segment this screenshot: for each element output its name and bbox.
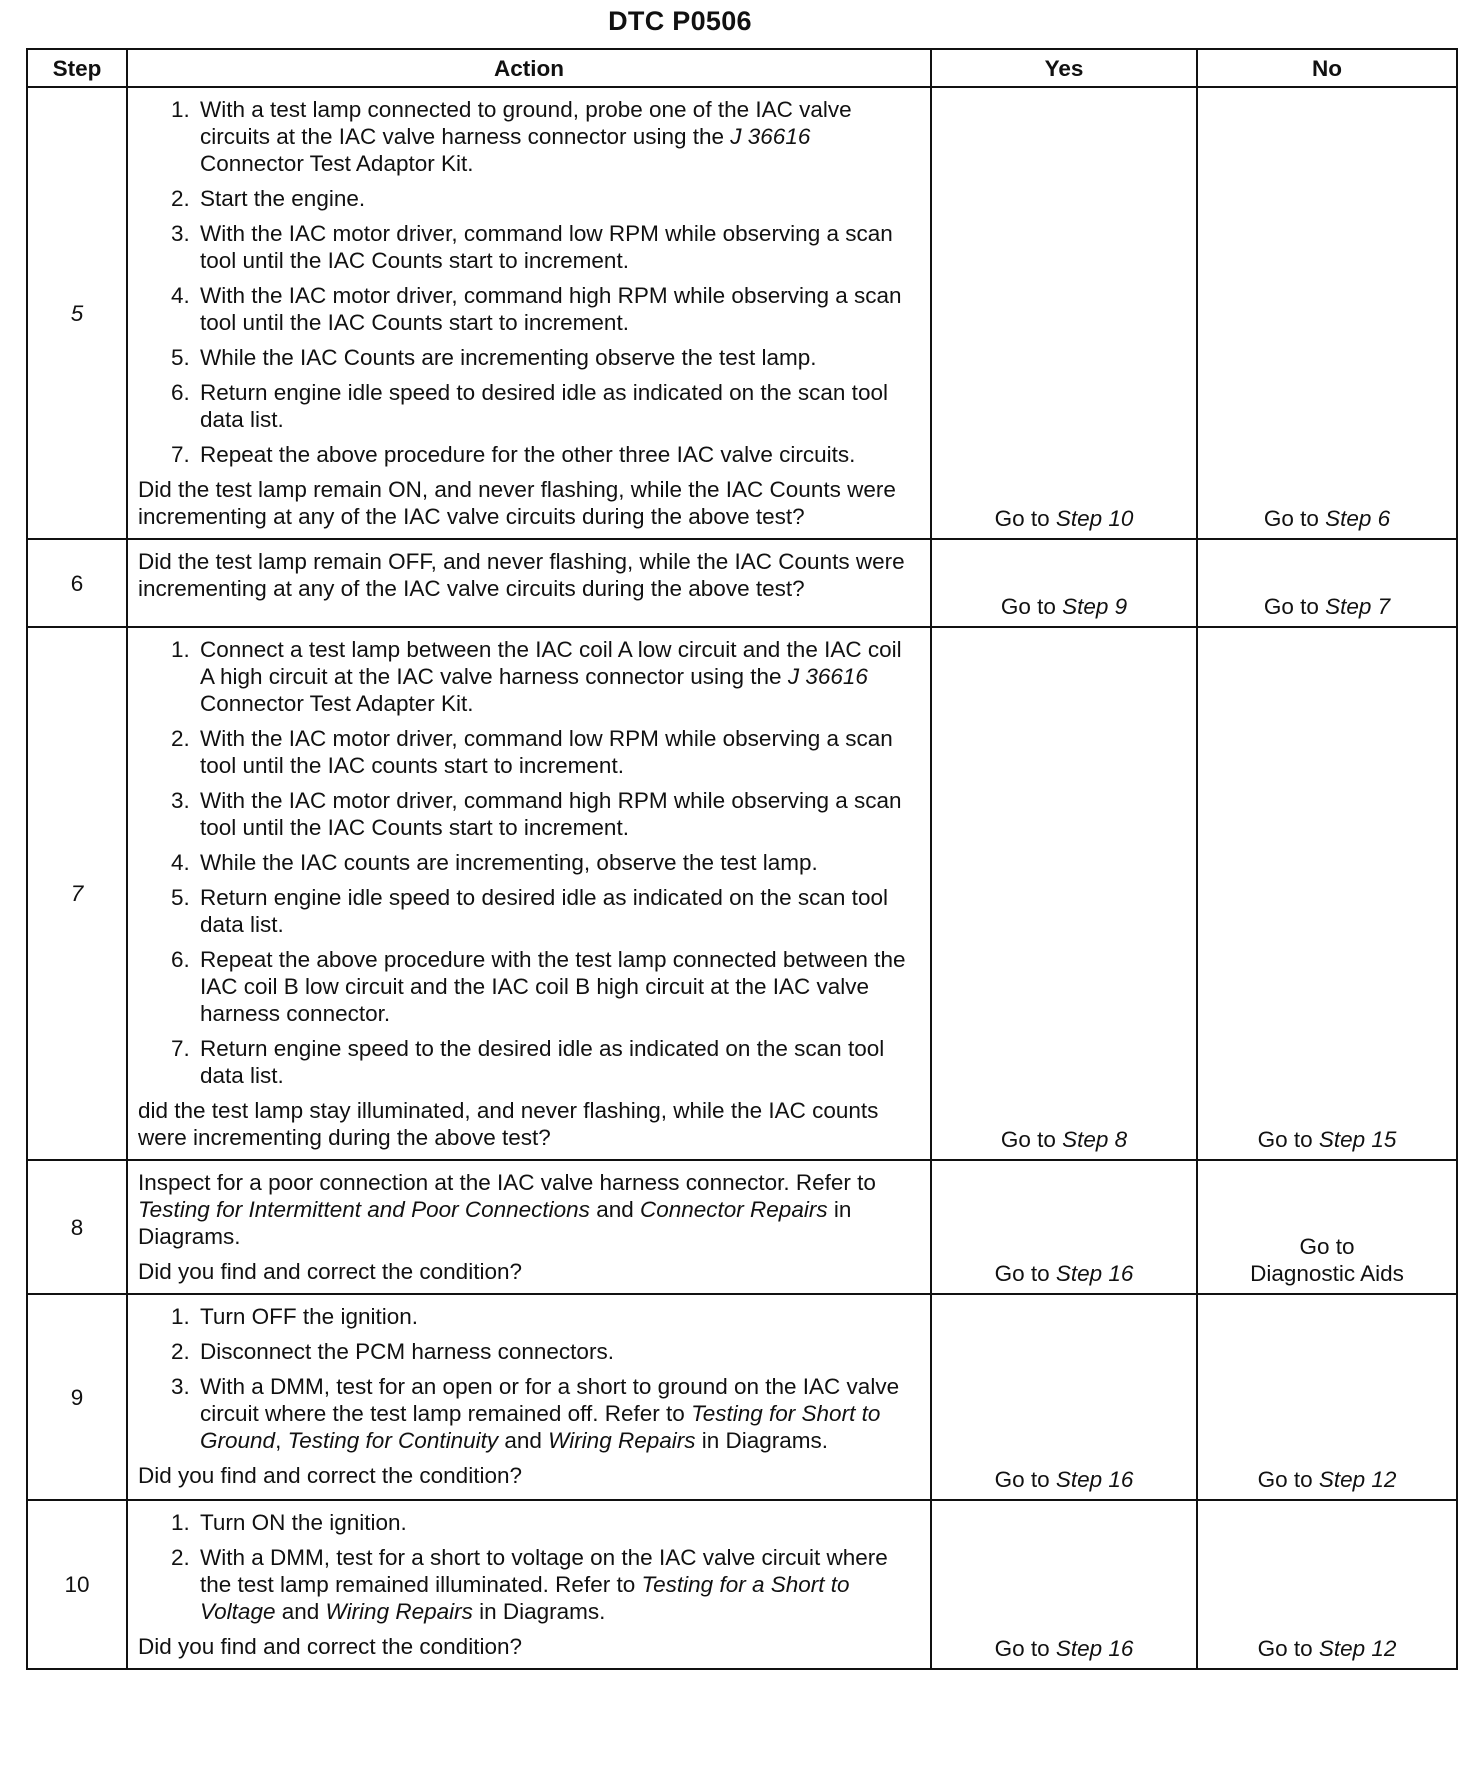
header-step: Step: [27, 49, 127, 87]
step-number: 7: [27, 627, 127, 1160]
no-result: Go to Step 12: [1197, 1500, 1457, 1669]
table-row: [27, 1160, 1457, 1294]
page-title: DTC P0506: [608, 6, 752, 36]
table-row: [27, 627, 1457, 1160]
procedure-step: 3. With the IAC motor driver, command low RPM while observing a scan tool until the IAC Counts start to increment.: [196, 220, 920, 274]
procedure-step: 1. Connect a test lamp between the IAC coil A low circuit and the IAC coil A high circuit at the IAC valve harness connector using the J 36616 Connector Test Adapter Kit.: [196, 636, 920, 717]
procedure-step: 5. While the IAC Counts are incrementing observe the test lamp.: [196, 344, 920, 371]
yes-result: Go to Step 16: [931, 1500, 1197, 1669]
action-cell: [127, 1500, 931, 1669]
procedure-list: [138, 96, 920, 468]
procedure-step: 1. Turn OFF the ignition.: [196, 1303, 920, 1330]
step-number: 8: [27, 1160, 127, 1294]
action-question: Did you find and correct the condition?: [138, 1634, 522, 1659]
action-cell: [127, 1294, 931, 1500]
yes-result: Go to Step 9: [931, 539, 1197, 627]
action-question: Did the test lamp remain OFF, and never flashing, while the IAC Counts were incrementing at any of the IAC valve circuits during the above test?: [138, 549, 905, 601]
no-result: Go to Step 15: [1197, 627, 1457, 1160]
procedure-step: 2. With a DMM, test for a short to voltage on the IAC valve circuit where the test lamp remained illuminated. Refer to Testing for a Short to Voltage and Wiring Repairs in Diagrams.: [196, 1544, 920, 1625]
yes-result: Go to Step 16: [931, 1294, 1197, 1500]
table-header-row: [27, 49, 1457, 87]
action-cell: [127, 627, 931, 1160]
table-row: [27, 1500, 1457, 1669]
action-question: Did you find and correct the condition?: [138, 1463, 522, 1488]
procedure-step: 2. Disconnect the PCM harness connectors.: [196, 1338, 920, 1365]
step-number: 10: [27, 1500, 127, 1669]
action-cell: [127, 539, 931, 627]
diagnostic-table: [26, 48, 1458, 1670]
procedure-step: 1. With a test lamp connected to ground, probe one of the IAC valve circuits at the IAC valve harness connector using the J 36616 Connector Test Adaptor Kit.: [196, 96, 920, 177]
step-number: 6: [27, 539, 127, 627]
no-result: Go to Step 6: [1197, 87, 1457, 539]
step-number: 9: [27, 1294, 127, 1500]
procedure-step: 4. While the IAC counts are incrementing, observe the test lamp.: [196, 849, 920, 876]
procedure-step: 3. With the IAC motor driver, command high RPM while observing a scan tool until the IAC Counts start to increment.: [196, 787, 920, 841]
yes-result: Go to Step 10: [931, 87, 1197, 539]
action-cell: [127, 87, 931, 539]
header-action: Action: [127, 49, 931, 87]
step-number: 5: [27, 87, 127, 539]
procedure-step: 6. Return engine idle speed to desired idle as indicated on the scan tool data list.: [196, 379, 920, 433]
procedure-step: 5. Return engine idle speed to desired idle as indicated on the scan tool data list.: [196, 884, 920, 938]
action-question: Did you find and correct the condition?: [138, 1259, 522, 1284]
procedure-step: 6. Repeat the above procedure with the test lamp connected between the IAC coil B low circuit and the IAC coil B high circuit at the IAC valve harness connector.: [196, 946, 920, 1027]
procedure-list: [138, 1303, 920, 1454]
procedure-step: 4. With the IAC motor driver, command high RPM while observing a scan tool until the IAC Counts start to increment.: [196, 282, 920, 336]
action-cell: [127, 1160, 931, 1294]
header-yes: Yes: [931, 49, 1197, 87]
yes-result: Go to Step 8: [931, 627, 1197, 1160]
no-result: Go to Diagnostic Aids: [1197, 1160, 1457, 1294]
table-row: [27, 1294, 1457, 1500]
table-row: [27, 87, 1457, 539]
procedure-step: 2. With the IAC motor driver, command low RPM while observing a scan tool until the IAC counts start to increment.: [196, 725, 920, 779]
no-result: Go to Step 7: [1197, 539, 1457, 627]
procedure-list: [138, 1509, 920, 1625]
procedure-step: 7. Return engine speed to the desired idle as indicated on the scan tool data list.: [196, 1035, 920, 1089]
table-row: [27, 539, 1457, 627]
yes-result: Go to Step 16: [931, 1160, 1197, 1294]
header-no: No: [1197, 49, 1457, 87]
procedure-step: 3. With a DMM, test for an open or for a short to ground on the IAC valve circuit where the test lamp remained off. Refer to Testing for Short to Ground, Testing for Continuity and Wiring Repairs in Diagrams.: [196, 1373, 920, 1454]
procedure-list: [138, 636, 920, 1089]
action-question: Did the test lamp remain ON, and never flashing, while the IAC Counts were incrementing at any of the IAC valve circuits during the above test?: [138, 477, 896, 529]
action-question: did the test lamp stay illuminated, and never flashing, while the IAC counts were incrementing during the above test?: [138, 1098, 879, 1150]
procedure-step: 1. Turn ON the ignition.: [196, 1509, 920, 1536]
action-instructions: Inspect for a poor connection at the IAC valve harness connector. Refer to Testing for Intermittent and Poor Connections and Connector Repairs in Diagrams.: [138, 1170, 876, 1249]
procedure-step: 2. Start the engine.: [196, 185, 920, 212]
no-result: Go to Step 12: [1197, 1294, 1457, 1500]
procedure-step: 7. Repeat the above procedure for the other three IAC valve circuits.: [196, 441, 920, 468]
